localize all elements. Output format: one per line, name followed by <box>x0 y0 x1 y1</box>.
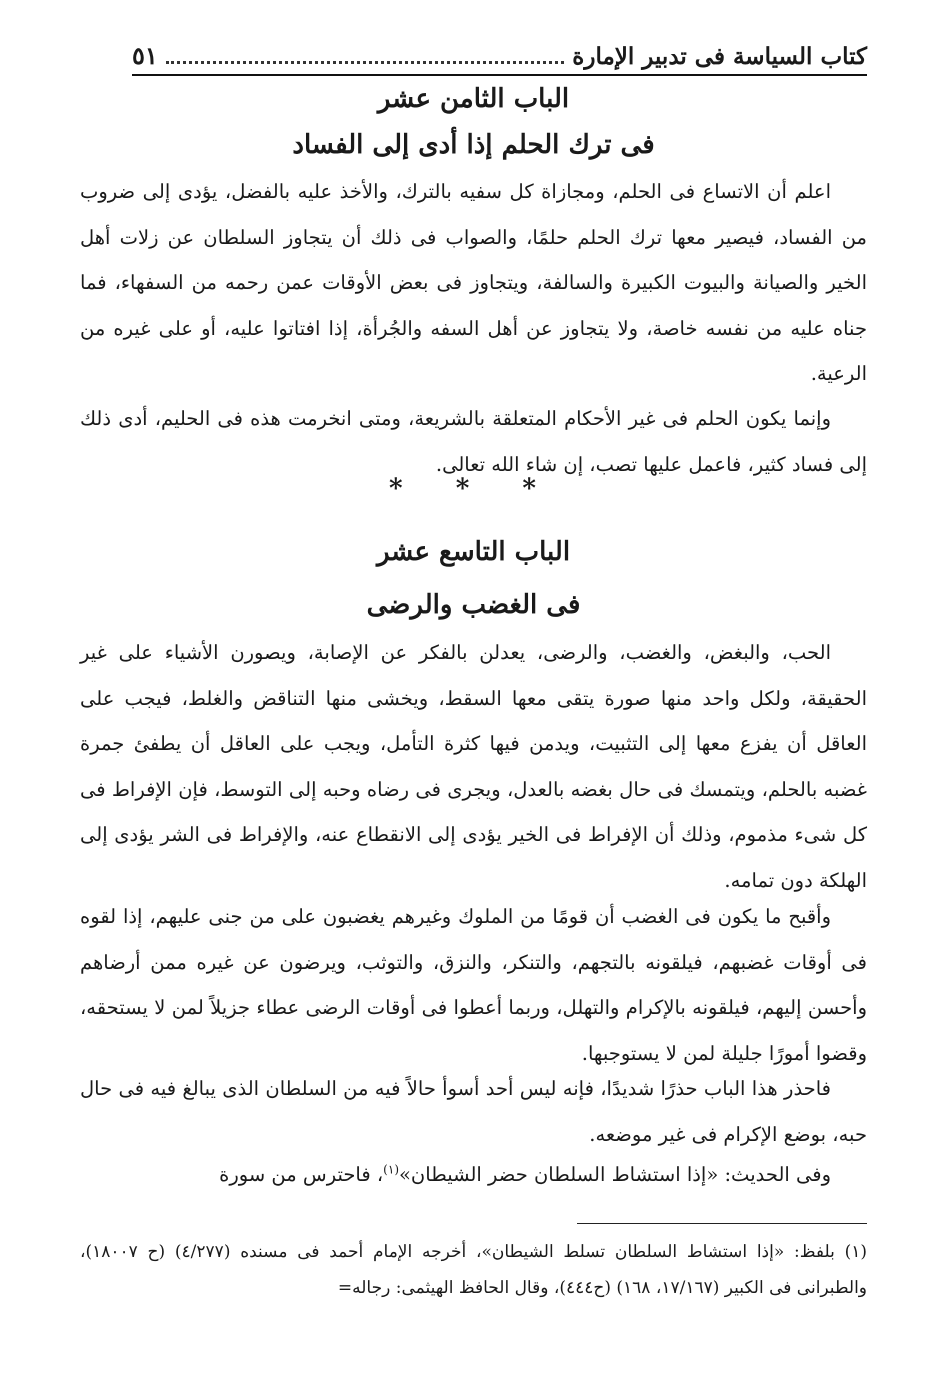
chapter-19-subtitle: فى الغضب والرضى <box>366 590 581 620</box>
footnote: (١) بلفظ: «إذا استشاط السلطان تسلط الشيطان»، أخرجه الإمام أحمد فى مسنده (٤/٢٧٧) (ح ١٨٠٠٧)، والطبرانى فى الكبير (١٧/١٦٧، ١٦٨) (ح٤٤٤)، وقال الحافظ الهيثمى: رجاله= <box>80 1242 868 1298</box>
paragraph: الحب، والبغض، والغضب، والرضى، يعدلن بالفكر عن الإصابة، ويصورن الأشياء على غير الحقيقة، ولكل واحد منها صورة يتقى معها السقط، ويخشى منها التناقض والغلط، فيجب على العاقل أن يفزع معها إلى التثبيت، ويدمن فيها كثرة التأمل، ويجب على العاقل أن يطفئ جمرة غضبه بالحلم، ويتمسك فى حال بغضه بالعدل، ويجرى فى رضاه وحبه إلى التوسط، فإن الإفراط فى كل شىء مذموم، وذلك أن الإفراط فى الخير يؤدى إلى الانقطاع عنه، والإفراط فى الشر يؤدى إلى الهلكة دون تمامه. <box>80 641 867 892</box>
paragraph: وأقبح ما يكون فى الغضب أن قومًا من الملوك وغيرهم يغضبون على من جنى عليهم، إذا لقوه فى أوقات غضبهم، فيلقونه بالتجهم، والتنكر، والنزق، والتوثب، ويرضون عن غيره ممن أرضاهم وأحسن إليهم، فيلقونه بالإكرام والتهلل، وربما أعطوا فى أوقات الرضى عطاء جزيلاً لمن لا يستحقه، وقضوا أمورًا جليلة لمن لا يستوجبها. <box>80 905 867 1065</box>
chapter-19-title: الباب التاسع عشر <box>376 537 571 567</box>
book-title: كتاب السياسة فى تدبير الإمارة <box>572 43 867 70</box>
footnote-separator <box>577 1223 867 1224</box>
running-header <box>132 34 867 76</box>
header-dot-leader <box>166 61 565 64</box>
chapter-18-title: الباب الثامن عشر <box>377 84 570 114</box>
paragraph-with-footnote <box>80 1152 867 1198</box>
paragraph-text: وفى الحديث: «إذا استشاط السلطان حضر الشيطان» <box>399 1163 831 1186</box>
footnotes <box>80 1234 867 1306</box>
chapter-18-subtitle: فى ترك الحلم إذا أدى إلى الفساد <box>292 130 655 160</box>
paragraph: فاحذر هذا الباب حذرًا شديدًا، فإنه ليس أحد أسوأ حالاً فيه من السلطان الذى يبالغ فيه فى حال حبه، بوضع الإكرام فى غير موضعه. <box>80 1077 867 1146</box>
page-number: ٥١ <box>132 41 158 70</box>
footnote-reference[interactable]: (١) <box>383 1162 399 1177</box>
paragraph-text-tail: ، فاحترس من سورة <box>219 1163 384 1186</box>
paragraph: وإنما يكون الحلم فى غير الأحكام المتعلقة بالشريعة، ومتى انخرمت هذه فى الحليم، أدى ذلك إلى فساد كثير، فاعمل عليها تصب، إن شاء الله تعالى. <box>80 407 867 476</box>
paragraph: اعلم أن الاتساع فى الحلم، ومجازاة كل سفيه بالترك، والأخذ عليه بالفضل، يؤدى إلى ضروب من الفساد، فيصير معها ترك الحلم حلمًا، والصواب فى ذلك أن يتجاوز السلطان عن زلات أهل الخير والصيانة والبيوت الكبيرة والسالفة، ويتجاوز فى بعض الأوقات عمن رحمه من السفهاء، فما جناه عليه من نفسه خاصة، ولا يتجاوز عن أهل السفه والجُرأة، إذا افتاتوا عليه، أو على غيره من الرعية. <box>80 180 867 385</box>
section-separator: * * * <box>389 474 558 504</box>
